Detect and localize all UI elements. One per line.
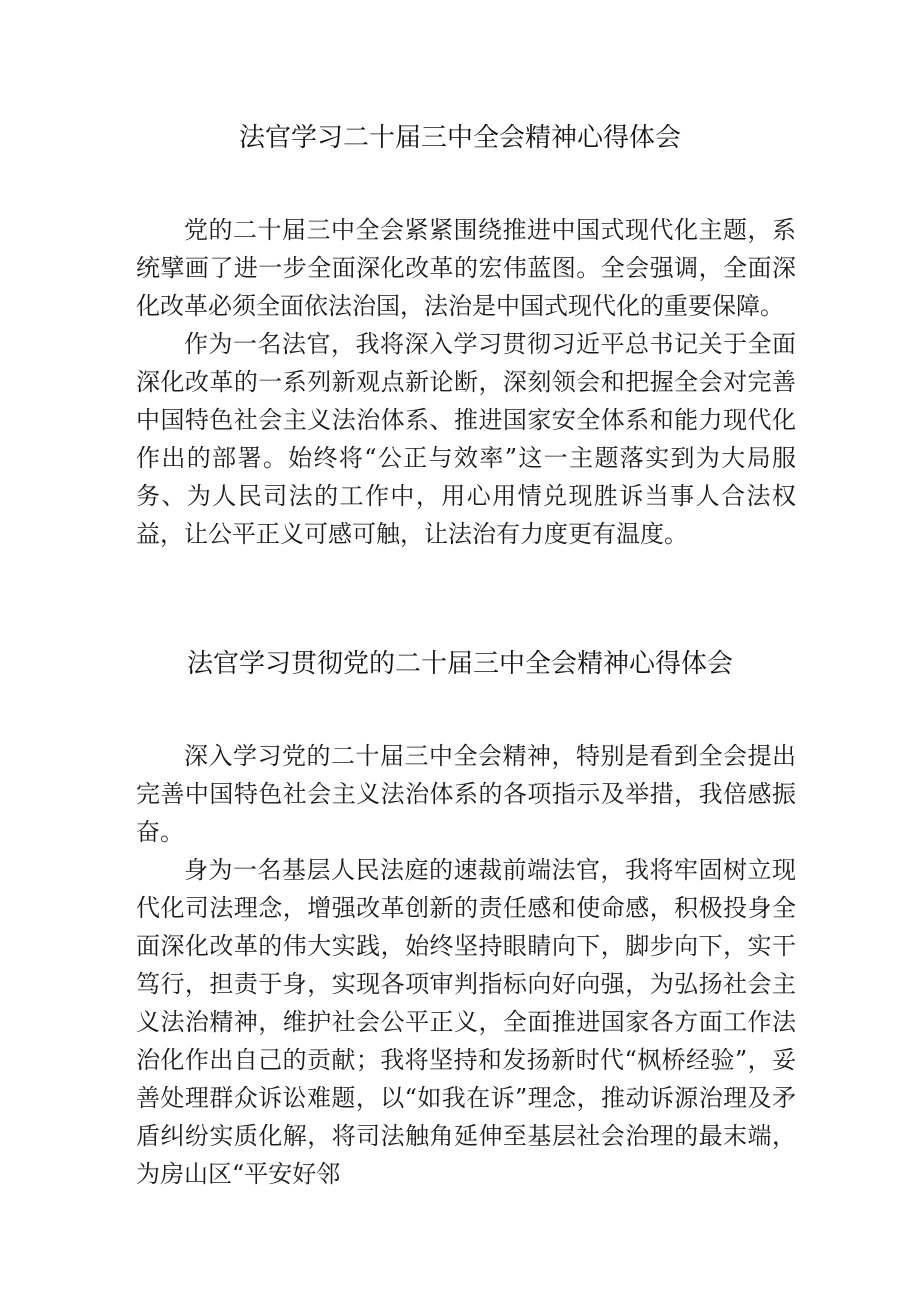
section-1-title: 法官学习二十届三中全会精神心得体会 (238, 123, 681, 153)
section-2-paragraph-1: 深入学习党的二十届三中全会精神，特别是看到全会提出完善中国特色社会主义法治体系的各项指示及举措，我倍感振奋。 (136, 742, 796, 846)
section-2-paragraph-2: 身为一名基层人民法庭的速裁前端法官，我将牢固树立现代化司法理念，增强改革创新的责任感和使命感，积极投身全面深化改革的伟大实践，始终坚持眼睛向下，脚步向下，实干笃行，担责于身，实现各项审判指标向好向强，为弘扬社会主义法治精神，维护社会公平正义，全面推进国家各方面工作法治化作出自己的贡献；我将坚持和发扬新时代“枫桥经验”，妥善处理群众诉讼难题，以“如我在诉”理念，推动诉源治理及矛盾纠纷实质化解，将司法触角延伸至基层社会治理的最末端，为房山区“平安好邻 (136, 856, 796, 1188)
section-2-body (136, 737, 796, 1193)
section-1-paragraph-2: 作为一名法官，我将深入学习贯彻习近平总书记关于全面深化改革的一系列新观点新论断，深刻领会和把握全会对完善中国特色社会主义法治体系、推进国家安全体系和能力现代化作出的部署。始终将“公正与效率”这一主题落实到为大局服务、为人民司法的工作中，用心用情兑现胜诉当事人合法权益，让公平正义可感可触，让法治有力度更有温度。 (136, 330, 796, 548)
section-1-body (136, 211, 796, 553)
section-2-title: 法官学习贯彻党的二十届三中全会精神心得体会 (186, 649, 733, 679)
section-1-paragraph-1: 党的二十届三中全会紧紧围绕推进中国式现代化主题，系统擘画了进一步全面深化改革的宏伟蓝图。全会强调，全面深化改革必须全面依法治国，法治是中国式现代化的重要保障。 (136, 216, 796, 320)
